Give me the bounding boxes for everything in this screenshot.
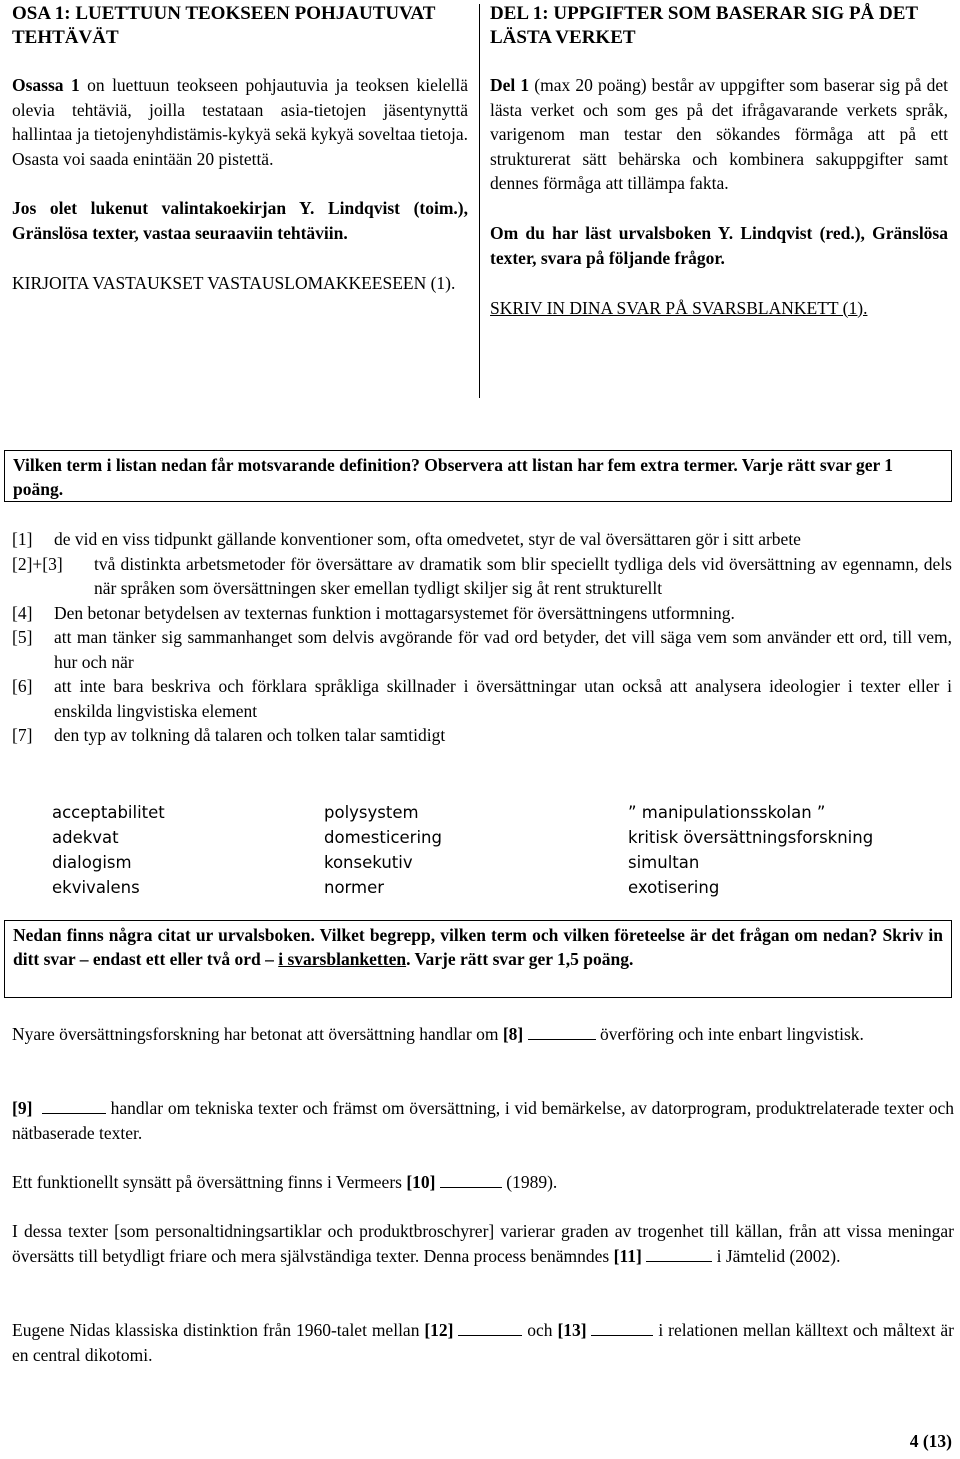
definition-text [54, 552, 952, 601]
term: polysystem [324, 803, 419, 822]
definition-item [12, 527, 952, 552]
answer-blank-11 [646, 1247, 712, 1262]
quote-13-number: [13] [557, 1320, 587, 1340]
quote-11 [12, 1219, 954, 1268]
terms-column-2 [324, 800, 442, 900]
definition-item [12, 601, 952, 626]
quote-10 [12, 1170, 954, 1195]
term: ekvivalens [52, 878, 140, 897]
definition-item [12, 625, 952, 674]
definition-number: [6] [12, 676, 33, 696]
term: normer [324, 878, 385, 897]
quote-12-text-a: Eugene Nidas klassiska distinktion från 1960-talet mellan [12, 1320, 425, 1340]
term: kritisk översättningsforskning [628, 828, 874, 847]
quote-9 [12, 1096, 954, 1145]
answer-blank-13 [591, 1321, 653, 1336]
column-divider [479, 4, 480, 398]
quote-8-number: [8] [502, 1024, 524, 1044]
quote-11-text-b: i Jämtelid (2002). [712, 1245, 841, 1266]
term: simultan [628, 853, 700, 872]
swedish-title: DEL 1: UPPGIFTER SOM BASERAR SIG PÅ DET LÄSTA VERKET [490, 3, 918, 48]
term: acceptabilitet [52, 803, 165, 822]
definition-text: Den betonar betydelsen av texternas funktion i mottagarsystemet för översättningens utformning. [54, 602, 735, 623]
term: domesticering [324, 828, 442, 847]
quote-11-text-a: I dessa texter [som personaltidningsartiklar och produktbroschyrer] varierar graden av trogenhet till källan, från att vissa meningar översätts till betydligt friare och mera självständiga texter. Denna process benämndes [12, 1221, 954, 1266]
answer-blank-8 [528, 1025, 596, 1040]
page-number: 4 (13) [909, 1431, 952, 1451]
definition-text: den typ av tolkning då talaren och tolken talar samtidigt [54, 725, 446, 745]
definition-number: [7] [12, 725, 33, 745]
quote-12-text-mid: och [522, 1320, 558, 1340]
swedish-intro-text: (max 20 poäng) består av uppgifter som baserar sig på det lästa verket och som ges på det ifrågavarande verkets språk, varigenom man testar den sökandes förmåga att på ett strukturerat sätt behärska och kombinera sakuppgifter samt dennes förmåga att tillämpa fakta. [490, 75, 948, 193]
definition-number: [2]+[3] [12, 553, 63, 574]
definition-text: att inte bara beskriva och förklara språkliga skillnader i översättningar utan också att analysera ideologier i texter eller i enskilda lingvistiska element [54, 676, 952, 721]
box2-text-2: . Varje rätt svar ger 1,5 poäng. [406, 949, 634, 969]
task-instruction-box-1: Vilken term i listan nedan får motsvarande definition? Observera att listan har fem extra termer. Varje rätt svar ger 1 poäng. [4, 450, 952, 502]
term: konsekutiv [324, 853, 413, 872]
definition-number: [4] [12, 602, 33, 623]
definition-number: [1] [12, 529, 33, 549]
swedish-instruction: Om du har läst urvalsboken Y. Lindqvist (red.), Gränslösa texter, svara på följande frågor. [490, 222, 948, 268]
quote-10-number: [10] [406, 1172, 436, 1192]
definition-number: [5] [12, 627, 33, 647]
swedish-intro-bold: Del 1 [490, 75, 530, 95]
quote-12-text-b: i relationen mellan källtext och måltext är en central dikotomi. [12, 1320, 954, 1365]
definition-text: att man tänker sig sammanhanget som delvis avgörande för vad ord betyder, det vill säga vem som använder ett ord, till vem, hur och när [54, 627, 952, 672]
finnish-write-answers: KIRJOITA VASTAUKSET VASTAUSLOMAKKEESEEN (1). [12, 273, 456, 293]
quote-8 [12, 1022, 954, 1047]
finnish-intro-bold: Osassa 1 [12, 75, 80, 95]
definition-item [12, 552, 952, 601]
term: ” manipulationsskolan ” [628, 803, 826, 822]
swedish-write-answers [490, 296, 948, 321]
finnish-intro [12, 73, 468, 171]
finnish-instruction: Jos olet lukenut valintakoekirjan Y. Lindqvist (toim.), Gränslösa texter, vastaa seuraaviin tehtäviin. [12, 198, 468, 243]
finnish-title: OSA 1: LUETTUUN TEOKSEEN POHJAUTUVAT TEHTÄVÄT [12, 3, 436, 48]
task-instruction-box-2 [4, 920, 952, 998]
definitions-list [12, 527, 952, 748]
term: dialogism [52, 853, 132, 872]
answer-blank-10 [440, 1173, 502, 1188]
swedish-intro [490, 73, 948, 196]
quote-10-text-a: Ett funktionellt synsätt på översättning finns i Vermeers [12, 1172, 407, 1192]
quote-9-number: [9] [12, 1098, 33, 1118]
definition-text-content: två distinkta arbetsmetoder för översättare av dramatik som blir speciellt tydliga dels vid översättning av egennamn, dels när språken som översättningen sker emellan tydligt skiljer sig åt rent strukturellt [94, 553, 952, 598]
quote-11-number: [11] [613, 1245, 642, 1266]
box2-underlined: i svarsblanketten [278, 949, 407, 969]
definition-item [12, 723, 952, 748]
quote-12-13 [12, 1318, 954, 1367]
quote-10-text-b: (1989). [501, 1172, 558, 1192]
answer-blank-9 [42, 1099, 106, 1114]
term: exotisering [628, 878, 720, 897]
quote-9-text-b: handlar om tekniska texter och främst om översättning, i vid bemärkelse, av datorprogram, produktrelaterade texter och nätbaserade texter. [12, 1098, 955, 1143]
terms-column-3 [628, 800, 873, 900]
definition-text: de vid en viss tidpunkt gällande konventioner som, ofta omedvetet, styr de val översättaren gör i sitt arbete [54, 529, 801, 549]
finnish-column [12, 2, 468, 296]
answer-blank-12 [458, 1321, 522, 1336]
finnish-intro-text: on luettuun teokseen pohjautuvia ja teoksen kielellä olevia tehtäviä, joilla testataan asia-tietojen jäsentynyttä hallintaa ja tietojenyhdistämis-kykyä sekä kykyä soveltaa tietoja. Osasta voi saada enintään 20 pistettä. [12, 75, 468, 169]
quote-12-number: [12] [424, 1320, 454, 1340]
terms-column-1 [52, 800, 165, 900]
swedish-column [490, 2, 948, 321]
term: adekvat [52, 828, 119, 847]
quote-8-text-a: Nyare översättningsforskning har betonat att översättning handlar om [12, 1024, 503, 1044]
swedish-write-answers-text: SKRIV IN DINA SVAR PÅ SVARSBLANKETT (1). [490, 297, 868, 318]
quote-8-text-b: överföring och inte enbart lingvistisk. [595, 1024, 864, 1044]
definition-item [12, 674, 952, 723]
box2-text-1: Nedan finns några citat ur urvalsboken. Vilket begrepp, vilken term och vilken företeelse är det frågan om nedan? Skriv in ditt svar – endast ett eller två ord – [13, 925, 943, 969]
